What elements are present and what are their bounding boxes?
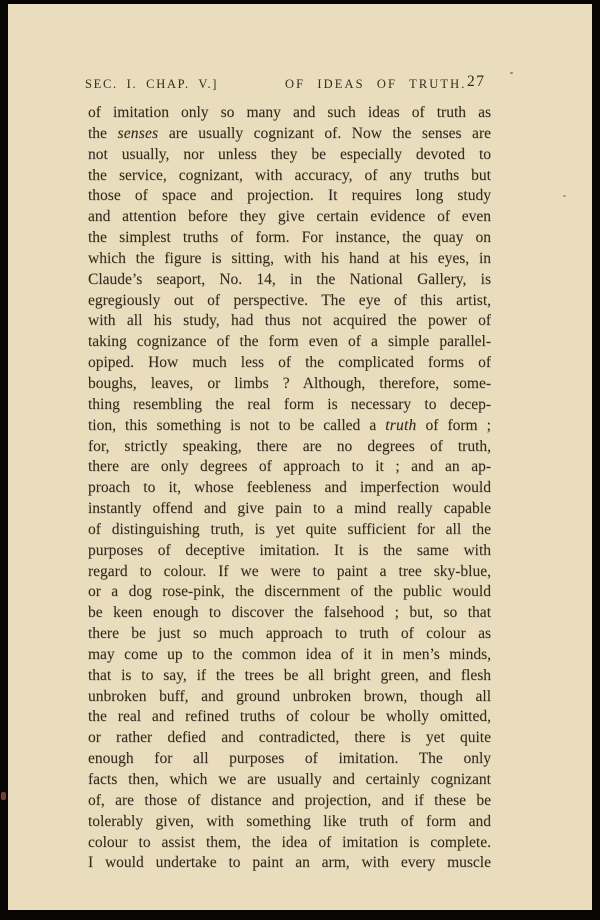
page-number: 27 bbox=[467, 73, 486, 90]
running-header-title: OF IDEAS OF TRUTH. bbox=[285, 77, 467, 91]
text-line: that is to say, if the trees be all bright green, and flesh bbox=[88, 666, 491, 684]
text-line: or a dog rose-pink, the discernment of the public would bbox=[88, 583, 491, 601]
text-line: the senses are usually cognizant of. Now the senses are bbox=[88, 124, 491, 142]
text-line: not usually, nor unless they be especially devoted to bbox=[88, 145, 491, 163]
text-line: opiped. How much less of the complicated forms of bbox=[88, 354, 491, 372]
text-line: those of space and projection. It requires long study bbox=[88, 187, 491, 205]
book-page bbox=[8, 4, 592, 910]
text-line: there are only degrees of approach to it ; and an ap- bbox=[88, 458, 491, 476]
text-line: of, are those of distance and projection, and if these be bbox=[88, 791, 491, 809]
paper-speck bbox=[1, 792, 6, 800]
text-line: Claude’s seaport, No. 14, in the National Gallery, is bbox=[88, 270, 491, 288]
text-line: proach to it, whose feebleness and imperfection would bbox=[88, 479, 491, 497]
text-line: boughs, leaves, or limbs ? Although, therefore, some- bbox=[88, 374, 491, 392]
text-line: with all his study, had thus not acquired the power of bbox=[88, 312, 491, 330]
text-line: for, strictly speaking, there are no degrees of truth, bbox=[88, 437, 491, 455]
text-line: tolerably given, with something like truth of form and bbox=[88, 812, 491, 830]
text-line: the real and refined truths of colour be wholly omitted, bbox=[88, 708, 491, 726]
text-line: colour to assist them, the idea of imitation is complete. bbox=[88, 833, 491, 851]
text-line: facts then, which we are usually and certainly cognizant bbox=[88, 771, 491, 788]
running-header-section: SEC. I. CHAP. V.] bbox=[85, 77, 219, 91]
text-line: thing resembling the real form is necessary to decep- bbox=[88, 395, 491, 413]
text-line: egregiously out of perspective. The eye of this artist, bbox=[88, 291, 491, 309]
paper-speck bbox=[563, 195, 566, 197]
text-line: enough for all purposes of imitation. The only bbox=[88, 750, 491, 768]
text-line: of imitation only so many and such ideas of truth as bbox=[88, 104, 491, 121]
text-line: the simplest truths of form. For instance, the quay on bbox=[88, 229, 491, 247]
text-line: purposes of deceptive imitation. It is the same with bbox=[88, 541, 491, 559]
text-line: and attention before they give certain evidence of even bbox=[88, 208, 491, 226]
text-line: instantly offend and give pain to a mind really capable bbox=[88, 500, 491, 518]
text-line: taking cognizance of the form even of a simple parallel- bbox=[88, 333, 491, 351]
text-line: the service, cognizant, with accuracy, of any truths but bbox=[88, 166, 491, 184]
text-line: unbroken buff, and ground unbroken brown, though all bbox=[88, 687, 491, 705]
text-line: there be just so much approach to truth of colour as bbox=[88, 625, 491, 643]
text-line: I would undertake to paint an arm, with every muscle bbox=[88, 854, 491, 872]
text-line: regard to colour. If we were to paint a tree sky-blue, bbox=[88, 562, 491, 580]
text-line: be keen enough to discover the falsehood ; but, so that bbox=[88, 604, 491, 622]
text-line: may come up to the common idea of it in men’s minds, bbox=[88, 645, 491, 663]
body-text bbox=[88, 103, 491, 874]
text-line: which the figure is sitting, with his hand at his eyes, in bbox=[88, 249, 491, 267]
text-line: of distinguishing truth, is yet quite sufficient for all the bbox=[88, 520, 491, 538]
text-line: or rather defied and contradicted, there is yet quite bbox=[88, 729, 491, 747]
paper-speck bbox=[510, 72, 513, 74]
text-line: tion, this something is not to be called a truth of form ; bbox=[88, 416, 491, 434]
